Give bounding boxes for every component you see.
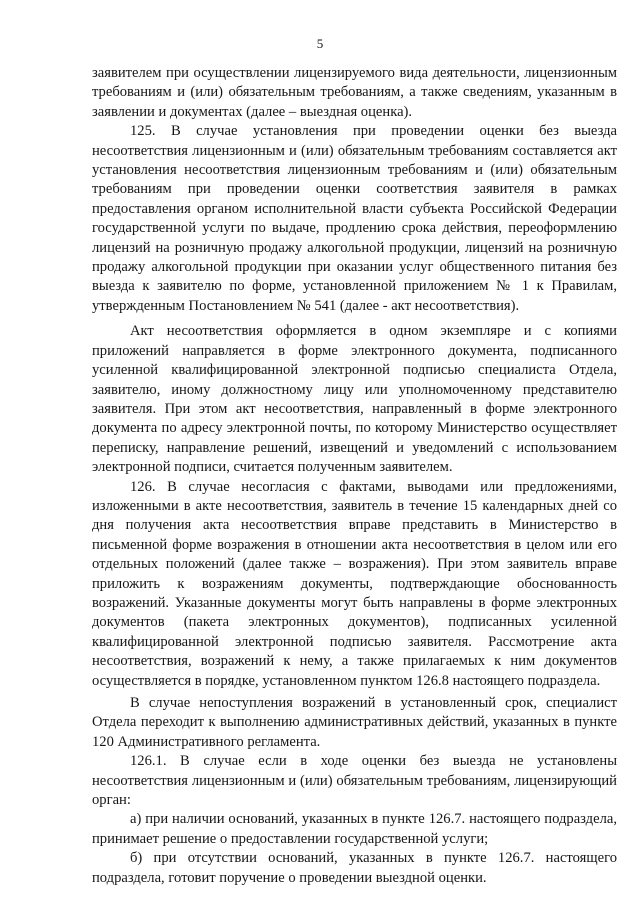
- paragraph-125-act: Акт несоответствия оформляется в одном экземпляре и с копиями приложений направляется в форме электронного документа, подписанного усиленной квалифицированной электронной подписью специалиста Отдела, заявителю, иному должностному лицу или уполномоченному представителю заявителя. При этом акт несоответствия, направленный в форме электронного документа по адресу электронной почты, по которому Министерство осуществляет переписку, направление решений, извещений и уведомлений с использованием электронной подписи, считается полученным заявителем.: [92, 323, 617, 476]
- paragraph-126-1: 126.1. В случае если в ходе оценки без выезда не установлены несоответствия лицензионным и (или) обязательным требованиям, лицензирующий орган:: [92, 753, 617, 809]
- page-number: 5: [316, 36, 324, 51]
- paragraph-126-1-a: а) при наличии оснований, указанных в пункте 126.7. настоящего подраздела, принимает решение о предоставлении государственной услуги;: [92, 811, 617, 847]
- paragraph-125: 125. В случае установления при проведении оценки без выезда несоответствия лицензионным и (или) обязательным требованиям составляется акт установления несоответствия лицензионным требованиям и (или) обязательным требованиям при проведении оценки соответствия заявителя в рамках предоставления органом исполнительной власти субъекта Российской Федерации государственной услуги по выдаче, продлению срока действия, переоформлению лицензий на розничную продажу алкогольной продукции, лицензий на розничную продажу алкогольной продукции при оказании услуг общественного питания без выезда к заявителю по форме, установленной приложением № 1 к Правилам, утвержденным Постановлением № 541 (далее - акт несоответствия).: [92, 123, 617, 314]
- paragraph-126-1-b: б) при отсутствии оснований, указанных в пункте 126.7. настоящего подраздела, готовит поручение о проведении выездной оценки.: [92, 850, 617, 886]
- document-body: [92, 64, 617, 888]
- paragraph-126-no-objection: В случае непоступления возражений в установленный срок, специалист Отдела переходит к выполнению административных действий, указанных в пункте 120 Административного регламента.: [92, 695, 617, 750]
- paragraph-continuation: заявителем при осуществлении лицензируемого вида деятельности, лицензионным требованиям и (или) обязательным требованиям, а также сведениям, указанным в заявлении и документах (далее – выездная оценка).: [92, 65, 617, 120]
- paragraph-126: 126. В случае несогласия с фактами, выводами или предложениями, изложенными в акте несоответствия, заявитель в течение 15 календарных дней со дня получения акта несоответствия вправе представить в Министерство в письменной форме возражения в отношении акта несоответствия в целом или его отдельных положений (далее также – возражения). При этом заявитель вправе приложить к возражениям документы, подтверждающие обоснованность возражений. Указанные документы могут быть направлены в форме электронных документов (пакета электронных документов), подписанных усиленной квалифицированной электронной подписью заявителя. Рассмотрение акта несоответствия, возражений к нему, а также прилагаемых к ним документов осуществляется в порядке, установленном пунктом 126.8 настоящего подраздела.: [92, 478, 617, 689]
